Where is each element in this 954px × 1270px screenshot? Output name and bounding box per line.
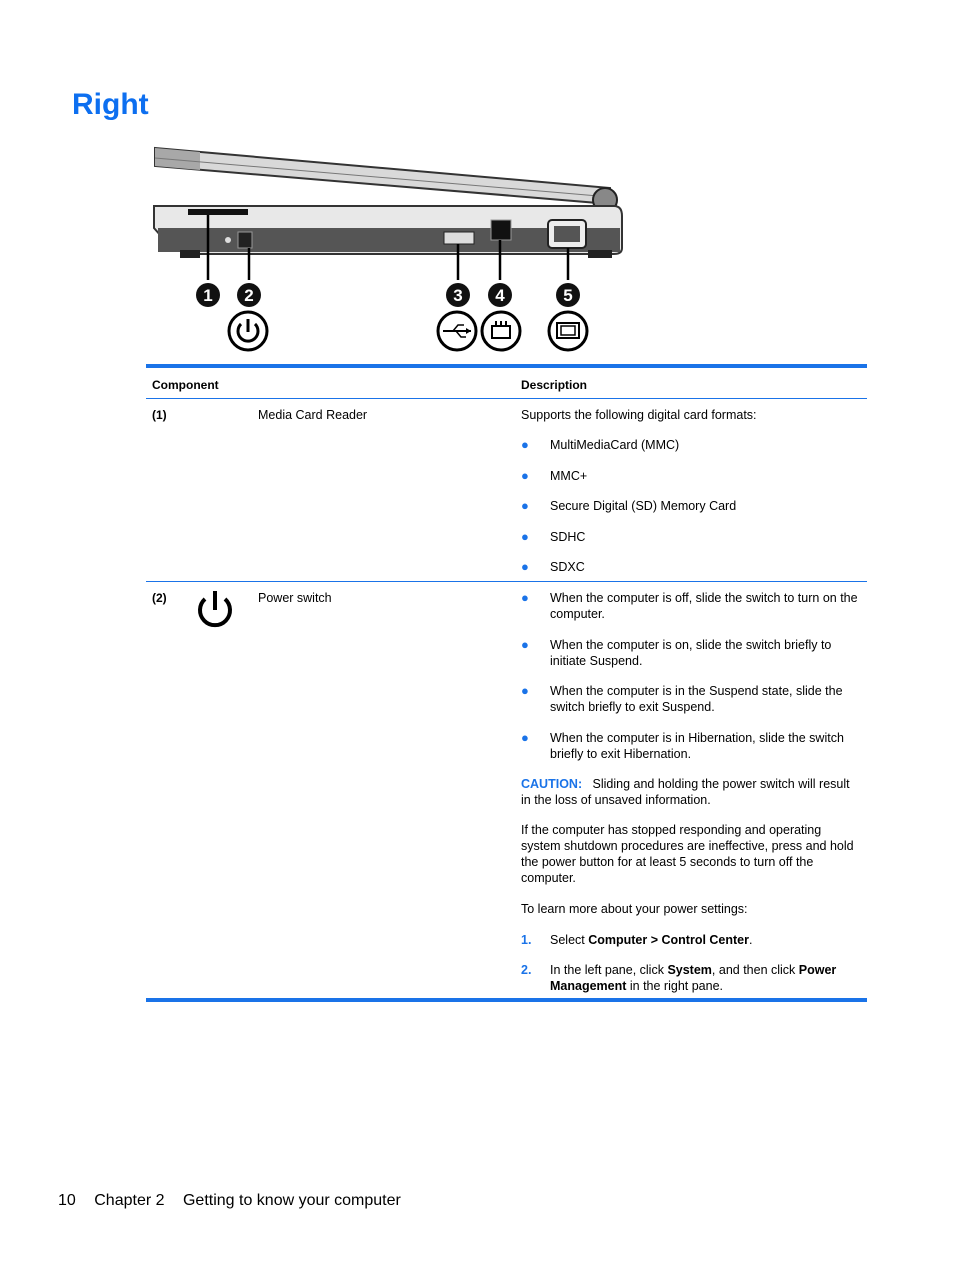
header-component: Component bbox=[152, 378, 219, 392]
step-number: 2. bbox=[521, 963, 532, 977]
callout-1: 1 bbox=[203, 286, 213, 305]
page-title: Right bbox=[72, 88, 149, 121]
caution-text: Sliding and holding the power switch will result in the loss of unsaved information. bbox=[521, 777, 850, 807]
paragraph: If the computer has stopped responding and operating system shutdown procedures are ineffective, press and hold the power button for at least 5 seconds to turn off the computer. bbox=[521, 823, 854, 885]
description-intro: Supports the following digital card formats: bbox=[521, 408, 757, 422]
list-item: SDHC bbox=[550, 530, 586, 544]
header-description: Description bbox=[521, 378, 588, 392]
bullet: ● bbox=[521, 498, 529, 513]
power-switch-port bbox=[238, 232, 252, 248]
media-card-slot bbox=[188, 209, 248, 215]
callout-4: 4 bbox=[495, 286, 505, 305]
paragraph: To learn more about your power settings: bbox=[521, 902, 748, 916]
bullet: ● bbox=[521, 529, 529, 544]
caution-label: CAUTION: bbox=[521, 777, 583, 791]
step-text: In the left pane, click System, and then click Power Management in the right pane. bbox=[550, 963, 837, 993]
laptop-right-side-illustration bbox=[140, 140, 630, 355]
table-row bbox=[146, 399, 867, 582]
component-name: Power switch bbox=[258, 591, 332, 605]
page-footer bbox=[58, 1192, 415, 1210]
component-name: Media Card Reader bbox=[258, 408, 368, 422]
step-text: Select Computer > Control Center. bbox=[550, 933, 753, 947]
page-number: 10 bbox=[58, 1192, 76, 1209]
usb3-icon bbox=[438, 312, 476, 350]
list-item: SDXC bbox=[550, 560, 585, 574]
bullet: ● bbox=[521, 637, 529, 652]
rj45-network-icon bbox=[482, 312, 520, 350]
row-number: (2) bbox=[152, 591, 167, 605]
list-item: MultiMediaCard (MMC) bbox=[550, 438, 680, 452]
list-item: When the computer is on, slide the switch briefly to initiate Suspend. bbox=[550, 638, 832, 668]
list-item: When the computer is off, slide the switch to turn on the computer. bbox=[550, 591, 858, 621]
list-item: When the computer is in Hibernation, slide the switch briefly to exit Hibernation. bbox=[550, 731, 844, 761]
bullet: ● bbox=[521, 730, 529, 745]
bullet: ● bbox=[521, 683, 529, 698]
rj45-port bbox=[491, 220, 511, 240]
bullet: ● bbox=[521, 468, 529, 483]
usb-port bbox=[444, 232, 474, 244]
callout-3: 3 bbox=[453, 286, 463, 305]
bullet: ● bbox=[521, 437, 529, 452]
caution-note bbox=[521, 776, 861, 808]
list-item: MMC+ bbox=[550, 469, 588, 483]
table-row bbox=[146, 582, 867, 998]
step-number: 1. bbox=[521, 933, 532, 947]
row-number: (1) bbox=[152, 408, 167, 422]
chapter-title: Getting to know your computer bbox=[182, 1192, 401, 1209]
external-monitor-icon bbox=[549, 312, 587, 350]
list-item: Secure Digital (SD) Memory Card bbox=[550, 499, 737, 513]
bullet: ● bbox=[521, 559, 529, 574]
bullet: ● bbox=[521, 590, 529, 605]
callout-2: 2 bbox=[244, 286, 254, 305]
list-item: When the computer is in the Suspend state, slide the switch briefly to exit Suspend. bbox=[550, 684, 843, 714]
component-table bbox=[146, 364, 867, 1002]
chapter-label: Chapter 2 bbox=[94, 1192, 165, 1209]
table-header bbox=[146, 368, 867, 399]
callout-5: 5 bbox=[563, 286, 573, 305]
laptop-lid bbox=[155, 148, 617, 212]
laptop-base bbox=[154, 206, 622, 258]
power-icon bbox=[229, 312, 267, 350]
power-icon bbox=[194, 588, 236, 632]
